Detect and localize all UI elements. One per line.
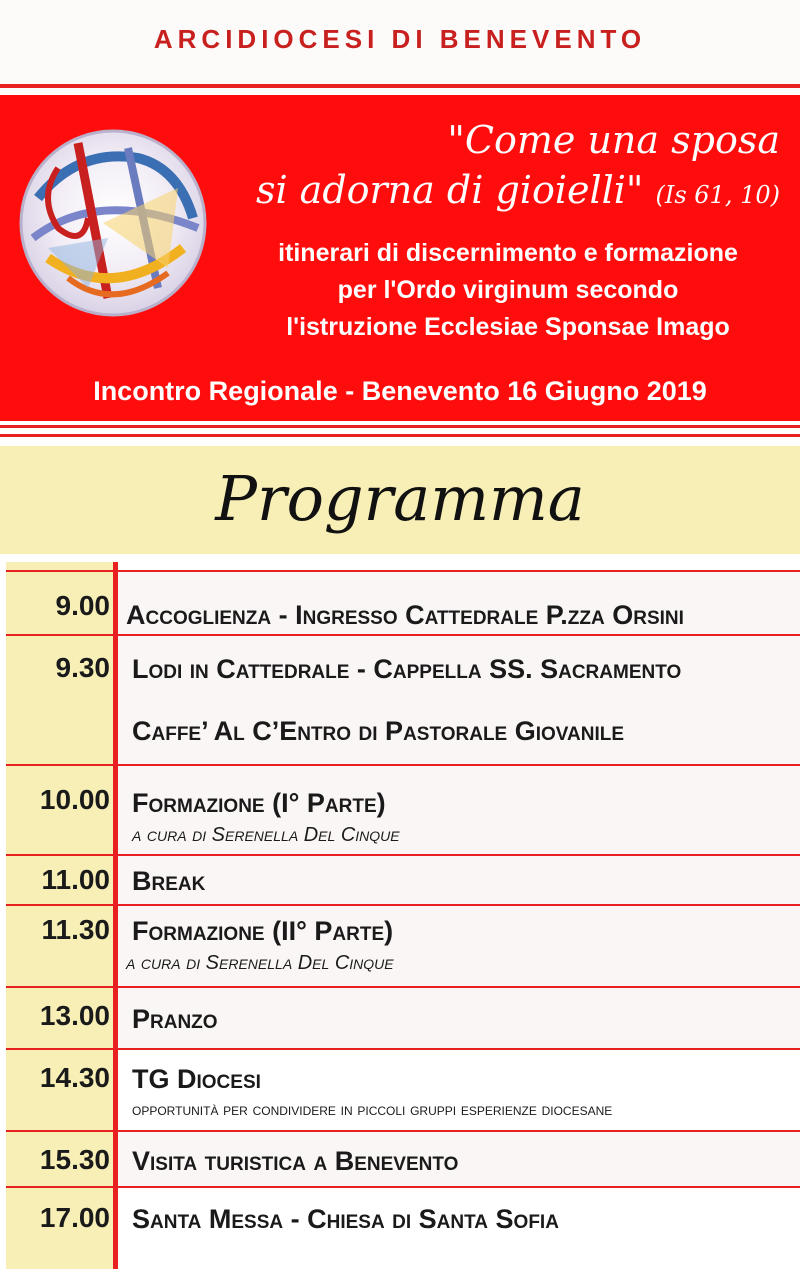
schedule-table: [0, 562, 800, 1269]
subtitle-line: l'istruzione Ecclesiae Sponsae Imago: [286, 313, 730, 341]
divider: [0, 434, 800, 437]
row-activity: Lodi in Cattedrale - Cappella SS. Sacramento: [132, 654, 682, 684]
row-activity: Break: [132, 866, 206, 896]
row-time: 11.30: [41, 914, 110, 945]
row-activity: TG Diocesi: [132, 1064, 261, 1094]
row-activity: Visita turistica a Benevento: [132, 1146, 459, 1176]
program-heading-bar: [0, 446, 800, 554]
row-note: a cura di Serenella Del Cinque: [126, 952, 394, 974]
quote-line-2: si adorna di gioielli": [255, 168, 644, 212]
schedule-row: [6, 1050, 800, 1132]
schedule-row: [6, 766, 800, 856]
column-divider: [113, 562, 118, 1269]
row-activity: Accoglienza - Ingresso Cattedrale P.zza Orsini: [126, 600, 684, 630]
subtitle-line: itinerari di discernimento e formazione: [278, 239, 738, 267]
divider: [0, 84, 800, 88]
schedule-row: [6, 906, 800, 988]
row-time: 11.00: [41, 864, 110, 895]
diocese-title: ARCIDIOCESI DI BENEVENTO: [153, 24, 647, 54]
quote-line-1: "Come una sposa: [447, 118, 780, 162]
subtitle-line: per l'Ordo virginum secondo: [337, 276, 679, 304]
ordo-virginum-logo: [18, 128, 208, 318]
schedule-row: [6, 988, 800, 1050]
row-note: a cura di Serenella Del Cinque: [132, 824, 400, 846]
program-heading: Programma: [215, 462, 585, 535]
divider: [0, 425, 800, 428]
row-activity: Santa Messa - Chiesa di Santa Sofia: [132, 1204, 559, 1234]
schedule-row: [6, 636, 800, 766]
row-time: 17.00: [39, 1202, 110, 1233]
row-time: 15.30: [39, 1144, 110, 1175]
row-activity: Formazione (I° Parte): [132, 788, 386, 818]
event-banner: [0, 95, 800, 421]
event-date: Incontro Regionale - Benevento 16 Giugno 2019: [93, 376, 707, 406]
row-time: 14.30: [39, 1062, 110, 1093]
header-bar: [0, 0, 800, 84]
row-activity: Formazione (II° Parte): [132, 916, 394, 946]
schedule-row: [6, 856, 800, 906]
schedule-row: [6, 1132, 800, 1188]
scripture-quote: [256, 115, 780, 220]
schedule-row: [6, 570, 800, 636]
row-time: 13.00: [39, 1000, 110, 1031]
schedule-row: [6, 1188, 800, 1269]
row-time: 10.00: [39, 784, 110, 815]
row-activity: Caffe’ Al C’Entro di Pastorale Giovanile: [132, 716, 625, 746]
row-note: opportunità per condividere in piccoli gruppi esperienze diocesane: [132, 1100, 613, 1119]
row-activity: Pranzo: [132, 1004, 218, 1034]
row-time: 9.30: [55, 652, 110, 683]
subtitle: [228, 235, 788, 346]
row-time: 9.00: [55, 590, 110, 621]
quote-reference: (Is 61, 10): [655, 181, 780, 209]
